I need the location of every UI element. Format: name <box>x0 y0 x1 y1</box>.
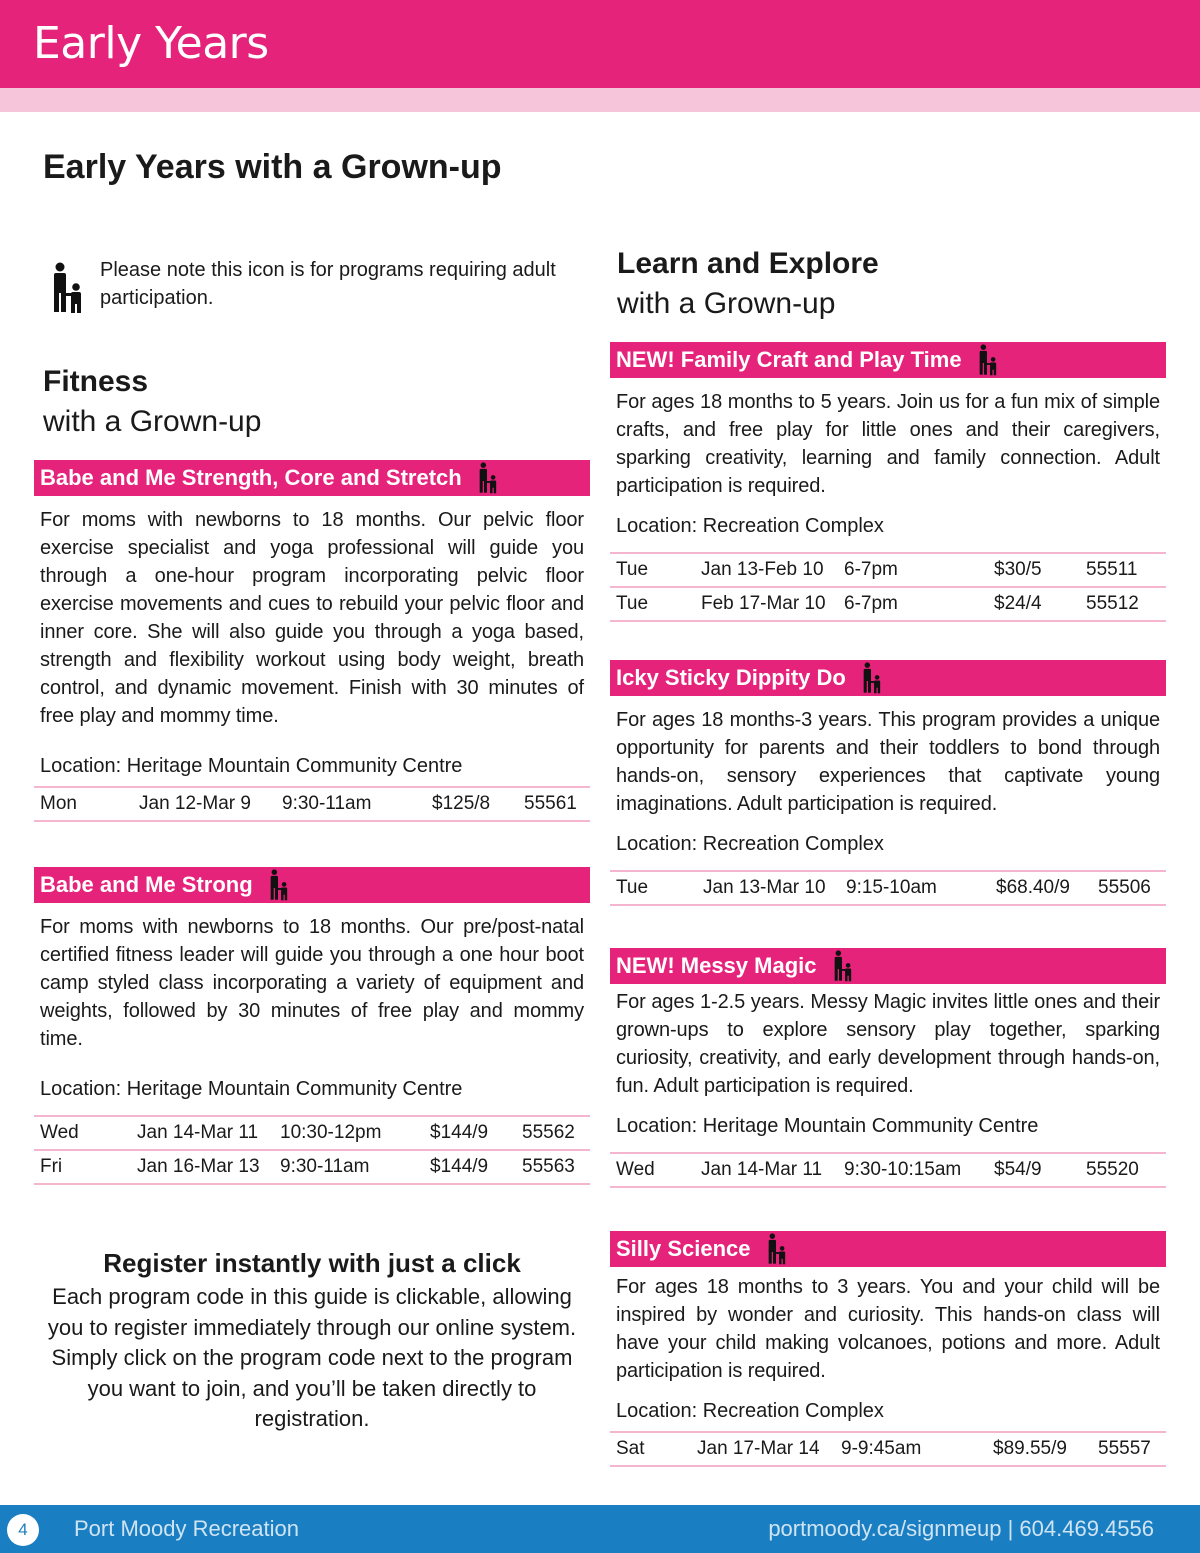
schedule-fee: $144/9 <box>430 1122 489 1143</box>
schedule-day: Tue <box>616 877 649 898</box>
schedule-time: 10:30-12pm <box>280 1122 382 1143</box>
program-location: Location: Recreation Complex <box>616 1400 884 1422</box>
schedule-row <box>610 1431 1166 1467</box>
section-title: Early Years with a Grown-up <box>43 148 502 186</box>
schedule-table <box>610 1152 1166 1188</box>
schedule-row <box>610 588 1166 622</box>
schedule-dates: Jan 16-Mar 13 <box>137 1156 260 1177</box>
program-title-bar <box>34 460 590 496</box>
parent-child-icon <box>860 662 882 694</box>
program-description: For moms with newborns to 18 months. Our pelvic floor exercise specialist and yoga professional will guide you through a one-hour program incorporating pelvic floor exercise movements and cues to rebuild your pelvic floor and inner core. She will also guide you through a yoga based, strength and flexibility workout using body weight, breath control, and dynamic movement. Finish with 30 minutes of free play and mommy time. <box>40 509 584 727</box>
schedule-time: 6-7pm <box>844 559 898 580</box>
schedule-day: Fri <box>40 1156 63 1177</box>
schedule-row <box>610 552 1166 588</box>
program-title-bar <box>610 342 1166 378</box>
program-card <box>34 460 590 822</box>
program-description: For ages 18 months to 5 years. Join us for a fun mix of simple crafts, and free play for little ones and their caregivers, sparking creativity, learning and family connection. Adult participation is required. <box>616 391 1160 497</box>
schedule-day: Sat <box>616 1438 645 1459</box>
schedule-time: 9:30-11am <box>282 793 372 814</box>
schedule-dates: Jan 13-Mar 10 <box>703 877 826 898</box>
program-card <box>610 948 1166 1188</box>
fitness-heading-line2: with a Grown-up <box>43 405 262 438</box>
register-body: Each program code in this guide is clickable, allowing you to register immediately through our online system. Simply click on the program code next to the program you want to join, and you’ll be taken directly to registration. <box>47 1284 577 1431</box>
program-code-link[interactable]: 55563 <box>522 1156 575 1177</box>
program-code-link[interactable]: 55562 <box>522 1122 575 1143</box>
program-title-bar <box>610 660 1166 696</box>
parent-child-icon <box>976 344 998 376</box>
schedule-row <box>34 786 590 822</box>
program-code-link[interactable]: 55520 <box>1086 1159 1139 1180</box>
schedule-day: Mon <box>40 793 77 814</box>
schedule-day: Wed <box>616 1159 655 1180</box>
schedule-time: 9:15-10am <box>846 877 937 898</box>
schedule-row <box>34 1151 590 1185</box>
parent-child-icon <box>267 869 289 901</box>
footer-bar <box>0 1505 1200 1553</box>
program-card <box>610 1231 1166 1467</box>
schedule-fee: $54/9 <box>994 1159 1042 1180</box>
schedule-row <box>610 1152 1166 1188</box>
program-title: Babe and Me Strong <box>40 872 253 897</box>
register-callout <box>42 1244 582 1435</box>
program-title-bar <box>610 948 1166 984</box>
schedule-dates: Jan 13-Feb 10 <box>701 559 824 580</box>
schedule-dates: Jan 17-Mar 14 <box>697 1438 820 1459</box>
page-number: 4 <box>7 1514 39 1546</box>
program-title-bar <box>610 1231 1166 1267</box>
program-title: NEW! Family Craft and Play Time <box>616 347 962 372</box>
schedule-time: 9-9:45am <box>841 1438 922 1459</box>
program-title: NEW! Messy Magic <box>616 953 817 978</box>
schedule-row <box>34 1115 590 1151</box>
parent-child-icon <box>765 1233 787 1265</box>
schedule-time: 6-7pm <box>844 593 898 614</box>
schedule-table <box>34 786 590 822</box>
schedule-time: 9:30-10:15am <box>844 1159 962 1180</box>
schedule-table <box>610 870 1166 906</box>
schedule-fee: $144/9 <box>430 1156 489 1177</box>
parent-child-icon <box>48 262 84 319</box>
learn-explore-heading-line2: with a Grown-up <box>617 287 836 320</box>
program-card <box>610 660 1166 906</box>
program-title: Babe and Me Strength, Core and Stretch <box>40 465 462 490</box>
program-location: Location: Heritage Mountain Community Centre <box>616 1115 1039 1137</box>
schedule-table <box>34 1115 590 1185</box>
learn-explore-heading <box>617 244 879 324</box>
program-description: For moms with newborns to 18 months. Our pre/post-natal certified fitness leader will guide you through a one hour boot camp styled class incorporating a variety of equipment and weights, followed by 30 minutes of free play and mommy time. <box>40 916 584 1050</box>
schedule-table <box>610 1431 1166 1467</box>
schedule-row <box>610 870 1166 906</box>
program-title: Silly Science <box>616 1236 751 1261</box>
schedule-fee: $125/8 <box>432 793 491 814</box>
footer-org: Port Moody Recreation <box>74 1516 299 1541</box>
fitness-heading-line1: Fitness <box>43 365 149 398</box>
program-code-link[interactable]: 55506 <box>1098 877 1151 898</box>
program-code-link[interactable]: 55557 <box>1098 1438 1151 1459</box>
schedule-dates: Jan 12-Mar 9 <box>139 793 251 814</box>
program-card <box>610 342 1166 622</box>
schedule-day: Wed <box>40 1122 79 1143</box>
parent-child-icon <box>831 950 853 982</box>
schedule-day: Tue <box>616 593 649 614</box>
schedule-fee: $30/5 <box>994 559 1042 580</box>
page-title: Early Years <box>33 18 269 69</box>
register-title: Register instantly with just a click <box>103 1248 521 1278</box>
schedule-fee: $68.40/9 <box>996 877 1070 898</box>
program-location: Location: Recreation Complex <box>616 515 884 537</box>
schedule-dates: Jan 14-Mar 11 <box>701 1159 823 1180</box>
schedule-table <box>610 552 1166 622</box>
program-title: Icky Sticky Dippity Do <box>616 665 846 690</box>
program-code-link[interactable]: 55561 <box>524 793 577 814</box>
fitness-heading <box>43 362 261 442</box>
footer-contact-link[interactable]: portmoody.ca/signmeup | 604.469.4556 <box>768 1516 1154 1541</box>
program-description: For ages 1-2.5 years. Messy Magic invites little ones and their grown-ups to explore sensory play together, sparking curiosity, creativity, and early development through hands-on, fun. Adult participation is required. <box>616 991 1160 1097</box>
schedule-dates: Jan 14-Mar 11 <box>137 1122 259 1143</box>
note-text: Please note this icon is for programs requiring adult participation. <box>100 259 556 309</box>
program-description: For ages 18 months-3 years. This program provides a unique opportunity for parents and their toddlers to bond through hands-on, sensory experiences that captivate young imaginations. Adult participation is required. <box>616 709 1160 815</box>
schedule-time: 9:30-11am <box>280 1156 370 1177</box>
parent-child-icon <box>476 462 498 494</box>
program-title-bar <box>34 867 590 903</box>
adult-participation-note <box>44 256 564 326</box>
program-card <box>34 867 590 1185</box>
program-location: Location: Heritage Mountain Community Centre <box>40 1078 463 1100</box>
schedule-fee: $24/4 <box>994 593 1042 614</box>
header-stripe <box>0 88 1200 112</box>
learn-explore-heading-line1: Learn and Explore <box>617 247 879 280</box>
program-location: Location: Recreation Complex <box>616 833 884 855</box>
program-code-link[interactable]: 55512 <box>1086 593 1139 614</box>
schedule-day: Tue <box>616 559 649 580</box>
program-code-link[interactable]: 55511 <box>1086 559 1138 580</box>
program-description: For ages 18 months to 3 years. You and your child will be inspired by wonder and curiosity. This hands-on class will have your child making volcanoes, potions and more. Adult participation is required. <box>616 1276 1160 1382</box>
schedule-fee: $89.55/9 <box>993 1438 1067 1459</box>
schedule-dates: Feb 17-Mar 10 <box>701 593 826 614</box>
program-location: Location: Heritage Mountain Community Centre <box>40 755 463 777</box>
